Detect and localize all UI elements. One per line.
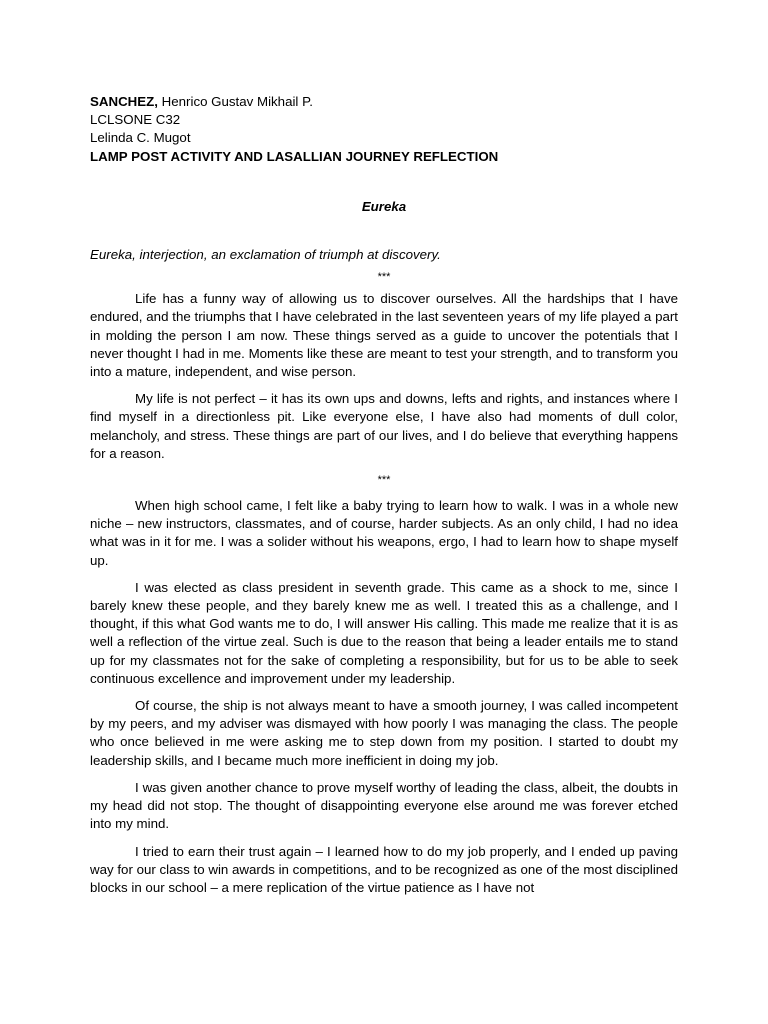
course-code: LCLSONE C32 bbox=[90, 112, 181, 128]
body-paragraph: Of course, the ship is not always meant to have a smooth journey, I was called incompetent by my peers, and my adviser was dismayed with how poorly I was managing the class. The people who once believed in me were asking me to step down from my position. I started to doubt my leadership skills, and I became much more inefficient in doing my job. bbox=[90, 698, 678, 768]
instructor-name: Lelinda C. Mugot bbox=[90, 130, 191, 146]
activity-title: LAMP POST ACTIVITY AND LASALLIAN JOURNEY REFLECTION bbox=[90, 148, 499, 164]
body-paragraph: I was given another chance to prove myself worthy of leading the class, albeit, the doubts in my head did not stop. The thought of disappointing everyone else around me was forever etched into my mind. bbox=[90, 779, 678, 832]
essay-definition: Eureka, interjection, an exclamation of triumph at discovery. bbox=[90, 247, 441, 263]
body-paragraph: When high school came, I felt like a baby trying to learn how to walk. I was in a whole new niche – new instructors, classmates, and of course, harder subjects. As an only child, I had no idea what was in it for me. I was a solider without his weapons, ergo, I had to learn how to shape myself up. bbox=[90, 498, 678, 568]
section-separator: *** bbox=[377, 474, 391, 487]
author-given-names: Henrico Gustav Mikhail P. bbox=[157, 94, 313, 109]
document-body bbox=[90, 93, 678, 906]
body-paragraph: Life has a funny way of allowing us to discover ourselves. All the hardships that I have endured, and the triumphs that I have celebrated in the last seventeen years of my life played a part in molding the person I am now. These things served as a guide to uncover the potentials that I never thought I had in me. Moments like these are meant to test your strength, and to transform you into a mature, independent, and wise person. bbox=[90, 291, 678, 380]
essay-title: Eureka bbox=[361, 198, 407, 214]
body-paragraph: I was elected as class president in seventh grade. This came as a shock to me, since I barely knew these people, and they barely knew me as well. I treated this as a challenge, and I thought, if this what God wants me to do, I will answer His calling. This made me realize that it is as well a reflection of the virtue zeal. Such is due to the reason that being a leader entails me to stand up for my classmates not for the sake of completing a responsibility, but for us to be able to seek continuous excellence and improvement under my leadership. bbox=[90, 579, 678, 686]
section-separator: *** bbox=[377, 271, 391, 284]
author-surname: SANCHEZ, bbox=[90, 94, 158, 109]
body-paragraph: My life is not perfect – it has its own ups and downs, lefts and rights, and instances where I find myself in a directionless pit. Like everyone else, I have also had moments of dull color, melancholy, and stress. These things are part of our lives, and I do believe that everything happens for a reason. bbox=[90, 391, 678, 461]
body-paragraph: I tried to earn their trust again – I learned how to do my job properly, and I ended up paving way for our class to win awards in competitions, and to be recognized as one of the most disciplined blocks in our school – a mere replication of the virtue patience as I have not bbox=[90, 843, 678, 895]
author-name bbox=[90, 93, 678, 111]
